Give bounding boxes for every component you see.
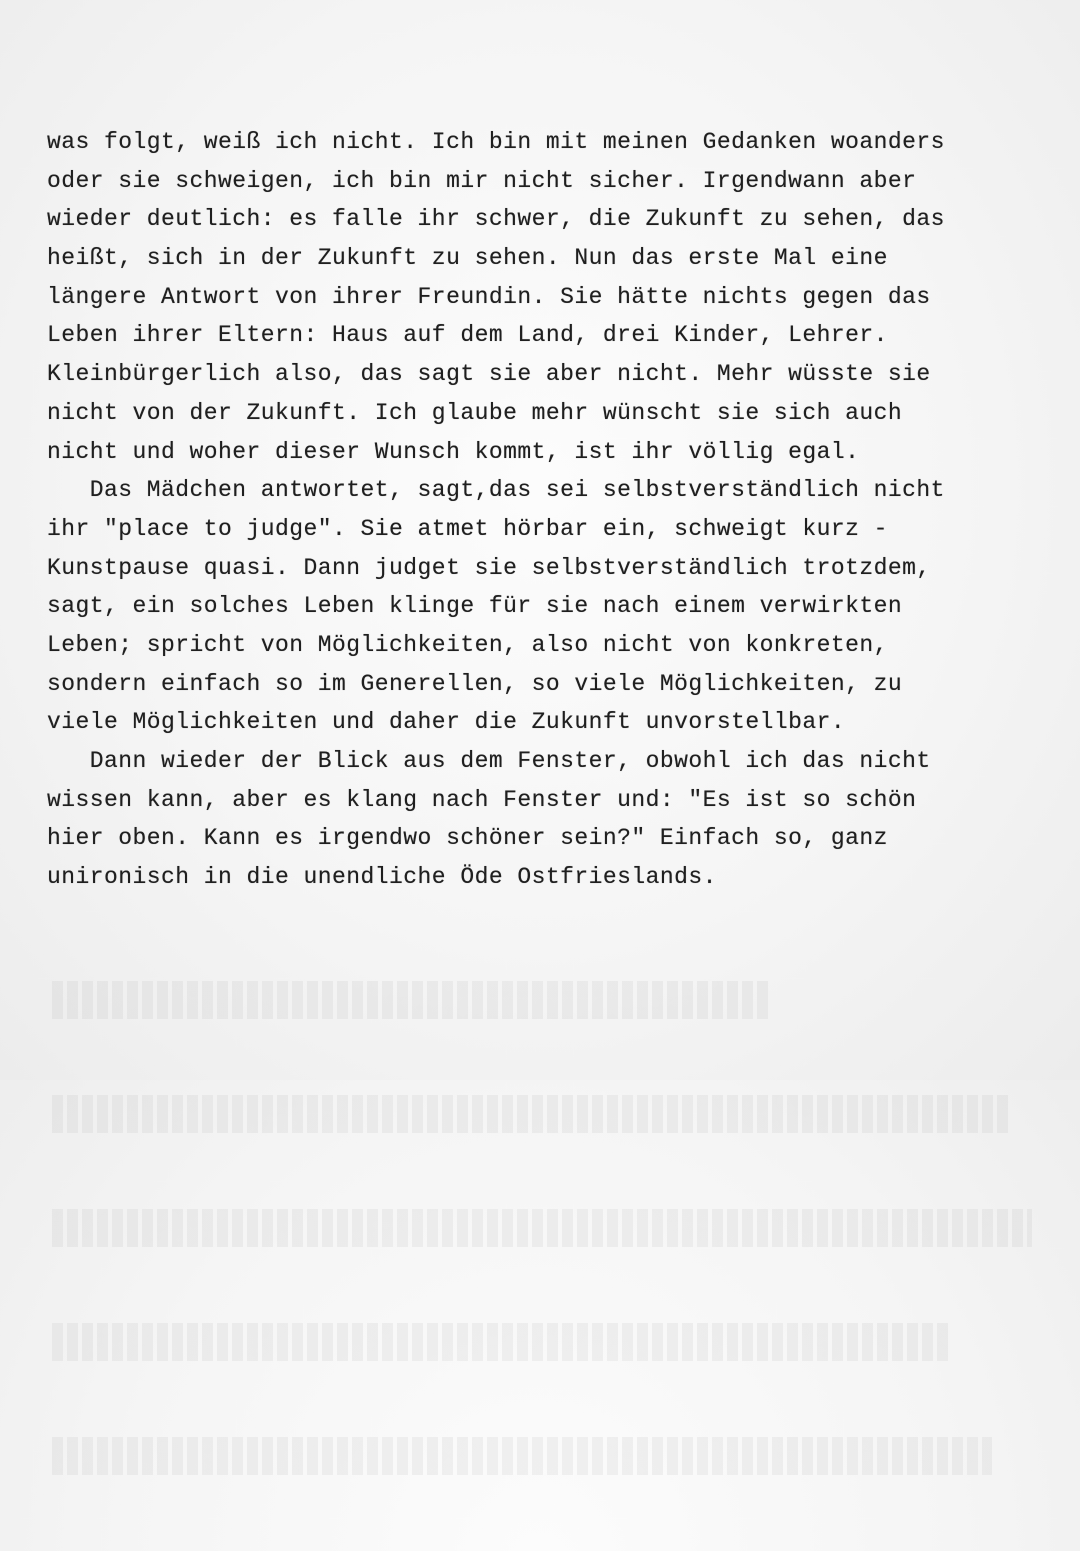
text-line: Leben ihrer Eltern: Haus auf dem Land, drei Kinder, Lehrer. xyxy=(47,322,888,349)
show-through-texture xyxy=(52,905,1042,1551)
text-line: hier oben. Kann es irgendwo schöner sein?" Einfach so, ganz xyxy=(47,825,888,852)
text-line: Das Mädchen antwortet, sagt,das sei selbstverständlich nicht xyxy=(47,477,945,504)
text-line: wissen kann, aber es klang nach Fenster und: "Es ist so schön xyxy=(47,786,917,813)
text-line: sondern einfach so im Generellen, so viele Möglichkeiten, zu xyxy=(47,670,903,697)
text-line: Kleinbürgerlich also, das sagt sie aber nicht. Mehr wüsste sie xyxy=(47,361,931,388)
text-line: viele Möglichkeiten und daher die Zukunft unvorstellbar. xyxy=(47,709,846,736)
text-line: was folgt, weiß ich nicht. Ich bin mit meinen Gedanken woanders xyxy=(47,129,945,155)
text-line: wieder deutlich: es falle ihr schwer, die Zukunft zu sehen, das xyxy=(47,206,945,233)
text-line: sagt, ein solches Leben klinge für sie nach einem verwirkten xyxy=(47,593,903,620)
text-line: unironisch in die unendliche Öde Ostfrieslands. xyxy=(47,864,717,891)
text-line: nicht von der Zukunft. Ich glaube mehr wünscht sie sich auch xyxy=(47,399,903,426)
text-line: oder sie schweigen, ich bin mir nicht sicher. Irgendwann aber xyxy=(47,167,917,194)
text-line: Leben; spricht von Möglichkeiten, also nicht von konkreten, xyxy=(47,631,888,658)
text-line: nicht und woher dieser Wunsch kommt, ist ihr völlig egal. xyxy=(47,438,860,465)
text-line: heißt, sich in der Zukunft zu sehen. Nun das erste Mal eine xyxy=(47,245,888,272)
text-line: ihr "place to judge". Sie atmet hörbar ein, schweigt kurz - xyxy=(47,515,888,542)
text-line: Kunstpause quasi. Dann judget sie selbstverständlich trotzdem, xyxy=(47,554,931,581)
text-line: längere Antwort von ihrer Freundin. Sie hätte nichts gegen das xyxy=(47,283,931,310)
body-text xyxy=(47,123,1047,897)
text-line: Dann wieder der Blick aus dem Fenster, obwohl ich das nicht xyxy=(47,748,931,774)
